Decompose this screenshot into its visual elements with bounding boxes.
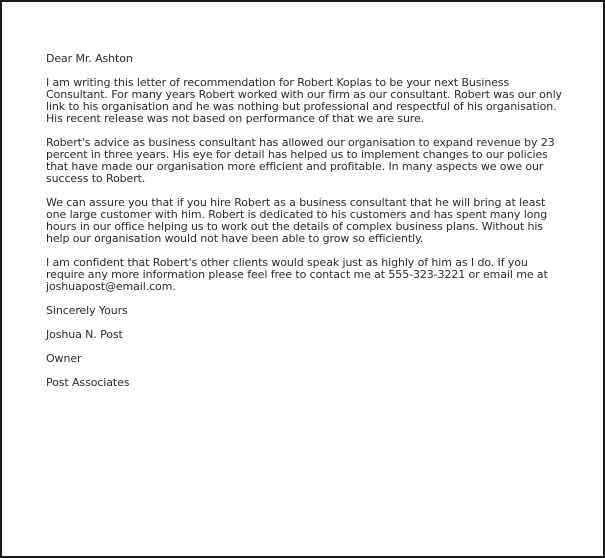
signer-title: Owner <box>46 352 82 365</box>
paragraph-introduction: I am writing this letter of recommendation for Robert Koplas to be your next Business Consultant. For many years Robert worked with our firm as our consultant. Robert was our only link to his organisation and he was nothing but professional and respectful of his organisation. His recent release was not based on performance of that we are sure. <box>46 76 562 125</box>
letter-body <box>46 53 566 401</box>
signer-name: Joshua N. Post <box>46 328 123 341</box>
closing: Sincerely Yours <box>46 304 128 317</box>
paragraph-advice: Robert's advice as business consultant has allowed our organisation to expand revenue by 23 percent in three years. His eye for detail has helped us to implement changes to our policies that have made our organisation more efficient and profitable. In many aspects we owe our success to Robert. <box>46 136 555 185</box>
company-name: Post Associates <box>46 376 130 389</box>
salutation: Dear Mr. Ashton <box>46 52 133 65</box>
paragraph-contact: I am confident that Robert's other clients would speak just as highly of him as I do. If you require any more information please feel free to contact me at 555-323-3221 or email me at joshuapost@email.com. <box>46 256 548 293</box>
paragraph-assurance: We can assure you that if you hire Robert as a business consultant that he will bring at least one large customer with him. Robert is dedicated to his customers and has spent many long hours in our office helping us to work out the details of complex business plans. Without his help our organisation would not have been able to grow so efficiently. <box>46 196 548 245</box>
